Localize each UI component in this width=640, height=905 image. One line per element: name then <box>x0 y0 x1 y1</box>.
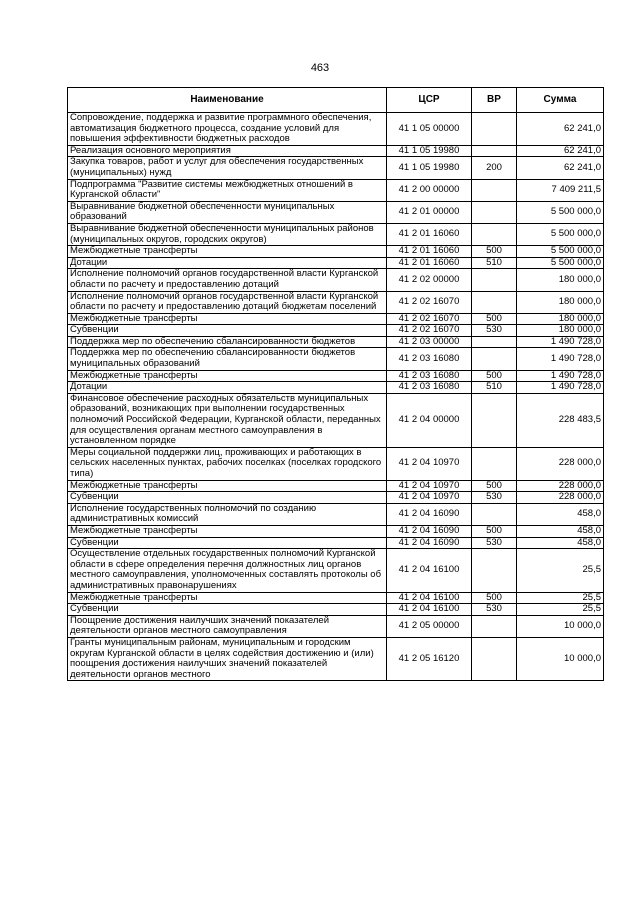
cell-csr: 41 2 05 00000 <box>387 615 472 637</box>
cell-vr: 500 <box>472 525 517 537</box>
cell-csr: 41 2 00 00000 <box>387 179 472 201</box>
table-row <box>68 637 604 680</box>
cell-csr: 41 2 03 16080 <box>387 382 472 394</box>
cell-name: Поддержка мер по обеспечению сбалансированности бюджетов <box>68 336 387 348</box>
cell-sum: 228 000,0 <box>517 480 604 492</box>
table-row <box>68 223 604 245</box>
cell-name: Осуществление отдельных государственных полномочий Курганской области в сфере определения перечня должностных лиц органов местного самоуправления, уполномоченных составлять протоколы об административных правонарушениях <box>68 549 387 592</box>
cell-sum: 5 500 000,0 <box>517 223 604 245</box>
cell-csr: 41 2 01 00000 <box>387 201 472 223</box>
cell-vr <box>472 549 517 592</box>
cell-name: Исполнение полномочий органов государственной власти Курганской области по расчету и предоставлению дотаций <box>68 269 387 291</box>
cell-sum: 1 490 728,0 <box>517 336 604 348</box>
cell-csr: 41 2 02 16070 <box>387 325 472 337</box>
table-row <box>68 382 604 394</box>
cell-sum: 228 483,5 <box>517 393 604 447</box>
table-row <box>68 480 604 492</box>
cell-sum: 62 241,0 <box>517 145 604 157</box>
table-row <box>68 549 604 592</box>
table-row <box>68 246 604 258</box>
cell-name: Межбюджетные трансферты <box>68 525 387 537</box>
cell-vr: 500 <box>472 246 517 258</box>
cell-vr: 200 <box>472 157 517 179</box>
cell-name: Дотации <box>68 257 387 269</box>
table-row <box>68 325 604 337</box>
header-sum: Сумма <box>517 88 604 113</box>
cell-vr <box>472 179 517 201</box>
cell-csr: 41 2 04 16090 <box>387 503 472 525</box>
cell-sum: 7 409 211,5 <box>517 179 604 201</box>
cell-vr <box>472 615 517 637</box>
table-row <box>68 348 604 370</box>
cell-csr: 41 2 03 00000 <box>387 336 472 348</box>
cell-csr: 41 2 01 16060 <box>387 246 472 258</box>
cell-csr: 41 2 04 16100 <box>387 604 472 616</box>
cell-sum: 180 000,0 <box>517 291 604 313</box>
cell-sum: 180 000,0 <box>517 325 604 337</box>
table-row <box>68 157 604 179</box>
cell-vr <box>472 145 517 157</box>
cell-name: Межбюджетные трансферты <box>68 592 387 604</box>
cell-sum: 1 490 728,0 <box>517 382 604 394</box>
cell-vr <box>472 201 517 223</box>
cell-sum: 458,0 <box>517 537 604 549</box>
cell-name: Закупка товаров, работ и услуг для обеспечения государственных (муниципальных) нужд <box>68 157 387 179</box>
cell-sum: 458,0 <box>517 503 604 525</box>
cell-csr: 41 2 02 16070 <box>387 313 472 325</box>
table-row <box>68 492 604 504</box>
cell-vr: 530 <box>472 537 517 549</box>
cell-csr: 41 2 05 16120 <box>387 637 472 680</box>
cell-vr <box>472 269 517 291</box>
cell-name: Субвенции <box>68 604 387 616</box>
cell-sum: 458,0 <box>517 525 604 537</box>
page-number: 463 <box>310 62 330 74</box>
cell-vr <box>472 113 517 146</box>
cell-sum: 10 000,0 <box>517 615 604 637</box>
cell-sum: 25,5 <box>517 604 604 616</box>
cell-name: Выравнивание бюджетной обеспеченности муниципальных образований <box>68 201 387 223</box>
table-row <box>68 291 604 313</box>
cell-vr <box>472 223 517 245</box>
table-row <box>68 336 604 348</box>
cell-sum: 5 500 000,0 <box>517 257 604 269</box>
cell-vr: 500 <box>472 592 517 604</box>
table-row <box>68 447 604 480</box>
cell-vr: 500 <box>472 480 517 492</box>
cell-vr: 510 <box>472 257 517 269</box>
cell-sum: 1 490 728,0 <box>517 348 604 370</box>
table-row <box>68 615 604 637</box>
cell-sum: 62 241,0 <box>517 157 604 179</box>
cell-name: Субвенции <box>68 325 387 337</box>
table-row <box>68 537 604 549</box>
cell-name: Гранты муниципальным районам, муниципальным и городским округам Курганской области в целях содействия достижению и (или) поощрения достижения наилучших значений показателей деятельности органов местного <box>68 637 387 680</box>
cell-csr: 41 1 05 00000 <box>387 113 472 146</box>
cell-name: Дотации <box>68 382 387 394</box>
cell-name: Меры социальной поддержки лиц, проживающих и работающих в сельских населенных пунктах, рабочих поселках (поселках городского типа) <box>68 447 387 480</box>
table-row <box>68 592 604 604</box>
cell-csr: 41 2 01 16060 <box>387 223 472 245</box>
cell-name: Поддержка мер по обеспечению сбалансированности бюджетов муниципальных образований <box>68 348 387 370</box>
cell-sum: 5 500 000,0 <box>517 246 604 258</box>
cell-name: Исполнение полномочий органов государственной власти Курганской области по расчету и предоставлению дотаций бюджетам поселений <box>68 291 387 313</box>
header-vr: ВР <box>472 88 517 113</box>
cell-sum: 10 000,0 <box>517 637 604 680</box>
table-row <box>68 257 604 269</box>
cell-csr: 41 1 05 19980 <box>387 145 472 157</box>
cell-vr <box>472 291 517 313</box>
cell-csr: 41 1 05 19980 <box>387 157 472 179</box>
cell-csr: 41 2 01 16060 <box>387 257 472 269</box>
table-header-row <box>68 88 604 113</box>
cell-csr: 41 2 02 00000 <box>387 269 472 291</box>
cell-name: Субвенции <box>68 537 387 549</box>
cell-sum: 228 000,0 <box>517 492 604 504</box>
cell-vr: 500 <box>472 370 517 382</box>
cell-sum: 25,5 <box>517 549 604 592</box>
cell-sum: 25,5 <box>517 592 604 604</box>
cell-vr <box>472 637 517 680</box>
table-row <box>68 313 604 325</box>
cell-name: Межбюджетные трансферты <box>68 246 387 258</box>
cell-name: Исполнение государственных полномочий по созданию административных комиссий <box>68 503 387 525</box>
cell-sum: 180 000,0 <box>517 313 604 325</box>
cell-name: Межбюджетные трансферты <box>68 370 387 382</box>
cell-sum: 180 000,0 <box>517 269 604 291</box>
cell-csr: 41 2 04 16090 <box>387 537 472 549</box>
table-row <box>68 269 604 291</box>
cell-name: Межбюджетные трансферты <box>68 480 387 492</box>
cell-csr: 41 2 04 10970 <box>387 447 472 480</box>
cell-name: Поощрение достижения наилучших значений показателей деятельности органов местного самоуправления <box>68 615 387 637</box>
table-row <box>68 201 604 223</box>
cell-sum: 5 500 000,0 <box>517 201 604 223</box>
cell-csr: 41 2 04 16100 <box>387 549 472 592</box>
cell-name: Подпрограмма "Развитие системы межбюджетных отношений в Курганской области" <box>68 179 387 201</box>
table-row <box>68 604 604 616</box>
cell-name: Субвенции <box>68 492 387 504</box>
table-row <box>68 503 604 525</box>
cell-name: Финансовое обеспечение расходных обязательств муниципальных образований, возникающих при выполнении государственных полномочий Российской Федерации, Курганской области, переданных для осуществления органам местного самоуправления в установленном порядке <box>68 393 387 447</box>
cell-csr: 41 2 04 00000 <box>387 393 472 447</box>
cell-csr: 41 2 03 16080 <box>387 370 472 382</box>
cell-vr: 530 <box>472 492 517 504</box>
cell-vr <box>472 503 517 525</box>
table-row <box>68 113 604 146</box>
cell-vr: 530 <box>472 325 517 337</box>
cell-vr: 530 <box>472 604 517 616</box>
cell-vr: 500 <box>472 313 517 325</box>
cell-name: Межбюджетные трансферты <box>68 313 387 325</box>
cell-csr: 41 2 04 10970 <box>387 480 472 492</box>
header-name: Наименование <box>68 88 387 113</box>
table-body <box>68 113 604 681</box>
table-row <box>68 525 604 537</box>
table-row <box>68 145 604 157</box>
cell-sum: 62 241,0 <box>517 113 604 146</box>
table-row <box>68 179 604 201</box>
budget-table <box>67 87 604 681</box>
cell-vr <box>472 348 517 370</box>
cell-sum: 228 000,0 <box>517 447 604 480</box>
cell-csr: 41 2 03 16080 <box>387 348 472 370</box>
cell-csr: 41 2 04 10970 <box>387 492 472 504</box>
cell-csr: 41 2 04 16100 <box>387 592 472 604</box>
cell-name: Сопровождение, поддержка и развитие программного обеспечения, автоматизация бюджетного процесса, создание условий для повышения эффективности бюджетных расходов <box>68 113 387 146</box>
cell-csr: 41 2 02 16070 <box>387 291 472 313</box>
header-csr: ЦСР <box>387 88 472 113</box>
cell-vr: 510 <box>472 382 517 394</box>
cell-vr <box>472 447 517 480</box>
cell-vr <box>472 336 517 348</box>
cell-csr: 41 2 04 16090 <box>387 525 472 537</box>
cell-name: Реализация основного мероприятия <box>68 145 387 157</box>
cell-sum: 1 490 728,0 <box>517 370 604 382</box>
cell-vr <box>472 393 517 447</box>
table-row <box>68 370 604 382</box>
table-row <box>68 393 604 447</box>
cell-name: Выравнивание бюджетной обеспеченности муниципальных районов (муниципальных округов, городских округов) <box>68 223 387 245</box>
